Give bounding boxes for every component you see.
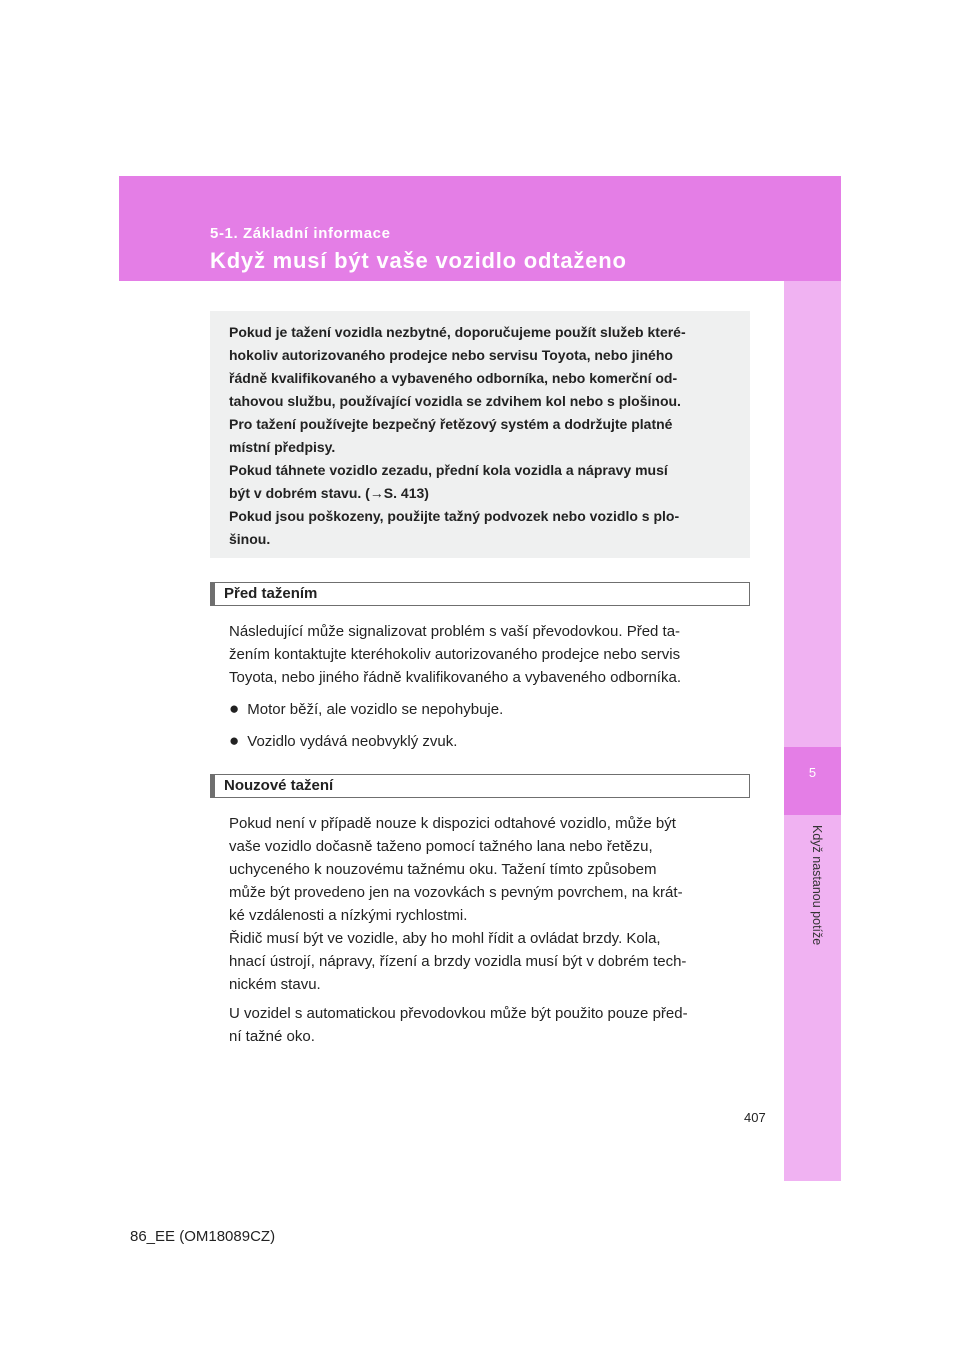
side-tab-chapter[interactable]	[784, 747, 841, 815]
bullet-icon: ●	[229, 731, 240, 750]
emergency-towing-paragraph-2	[229, 1002, 744, 1048]
section-heading-text: Nouzové tažení	[224, 777, 334, 794]
intro-line: Pokud je tažení vozidla nezbytné, doporučujeme použít služeb které-	[229, 324, 686, 340]
emergency-towing-paragraph-1	[229, 812, 744, 996]
side-tab-lower	[784, 815, 841, 1181]
side-tab-upper	[784, 281, 841, 747]
paragraph-line: Řidič musí být ve vozidle, aby ho mohl řídit a ovládat brzdy. Kola,	[229, 930, 661, 947]
section-label: 5-1. Základní informace	[210, 225, 391, 242]
bullet-text: Motor běží, ale vozidlo se nepohybuje.	[247, 701, 504, 718]
paragraph-line: Následující může signalizovat problém s vaší převodovkou. Před ta-	[229, 623, 681, 640]
section-heading-text: Před tažením	[224, 585, 318, 602]
page-number: 407	[744, 1110, 766, 1125]
chapter-title: Když nastanou potíže	[810, 825, 824, 946]
paragraph-line: hnací ústrojí, nápravy, řízení a brzdy vozidla musí být v dobrém tech-	[229, 953, 687, 970]
paragraph-line: může být provedeno jen na vozovkách s pevným povrchem, na krát-	[229, 884, 683, 901]
paragraph-line: uchyceného k nouzovému tažnému oku. Tažení tímto způsobem	[229, 861, 657, 878]
intro-line: Pokud táhnete vozidlo zezadu, přední kola vozidla a nápravy musí	[229, 462, 668, 478]
document-code: 86_EE (OM18089CZ)	[130, 1228, 276, 1245]
before-towing-paragraph	[229, 620, 744, 689]
intro-line: šinou.	[229, 531, 271, 547]
paragraph-line: Pokud není v případě nouze k dispozici odtahové vozidlo, může být	[229, 815, 676, 832]
intro-line: být v dobrém stavu. (→S. 413)	[229, 485, 429, 501]
paragraph-line: vaše vozidlo dočasně taženo pomocí tažného lana nebo řetězu,	[229, 838, 653, 855]
page-title: Když musí být vaše vozidlo odtaženo	[210, 248, 627, 273]
paragraph-line: Toyota, nebo jiného řádně kvalifikovaného a vybaveného odborníka.	[229, 669, 681, 686]
intro-line: místní předpisy.	[229, 439, 336, 455]
paragraph-line: nickém stavu.	[229, 976, 321, 993]
bullet-item	[229, 699, 503, 719]
section-heading-emergency-towing	[210, 774, 750, 798]
paragraph-line: ké vzdálenosti a nízkými rychlostmi.	[229, 907, 468, 924]
paragraph-line: ní tažné oko.	[229, 1028, 315, 1045]
intro-line: tahovou službu, používající vozidla se zdvihem kol nebo s plošinou.	[229, 393, 681, 409]
intro-box	[210, 311, 750, 558]
paragraph-line: žením kontaktujte kteréhokoliv autorizovaného prodejce nebo servis	[229, 646, 681, 663]
intro-line: hokoliv autorizovaného prodejce nebo servisu Toyota, nebo jiného	[229, 347, 673, 363]
intro-line: Pro tažení používejte bezpečný řetězový systém a dodržujte platné	[229, 416, 673, 432]
bullet-item	[229, 731, 457, 751]
section-heading-before-towing	[210, 582, 750, 606]
header-band	[119, 176, 841, 281]
intro-line: řádně kvalifikovaného a vybaveného odborníka, nebo komerční od-	[229, 370, 678, 386]
intro-line: Pokud jsou poškozeny, použijte tažný podvozek nebo vozidlo s plo-	[229, 508, 680, 524]
chapter-number: 5	[808, 765, 817, 780]
paragraph-line: U vozidel s automatickou převodovkou může být použito pouze před-	[229, 1005, 688, 1022]
bullet-icon: ●	[229, 699, 240, 718]
bullet-text: Vozidlo vydává neobvyklý zvuk.	[247, 733, 458, 750]
